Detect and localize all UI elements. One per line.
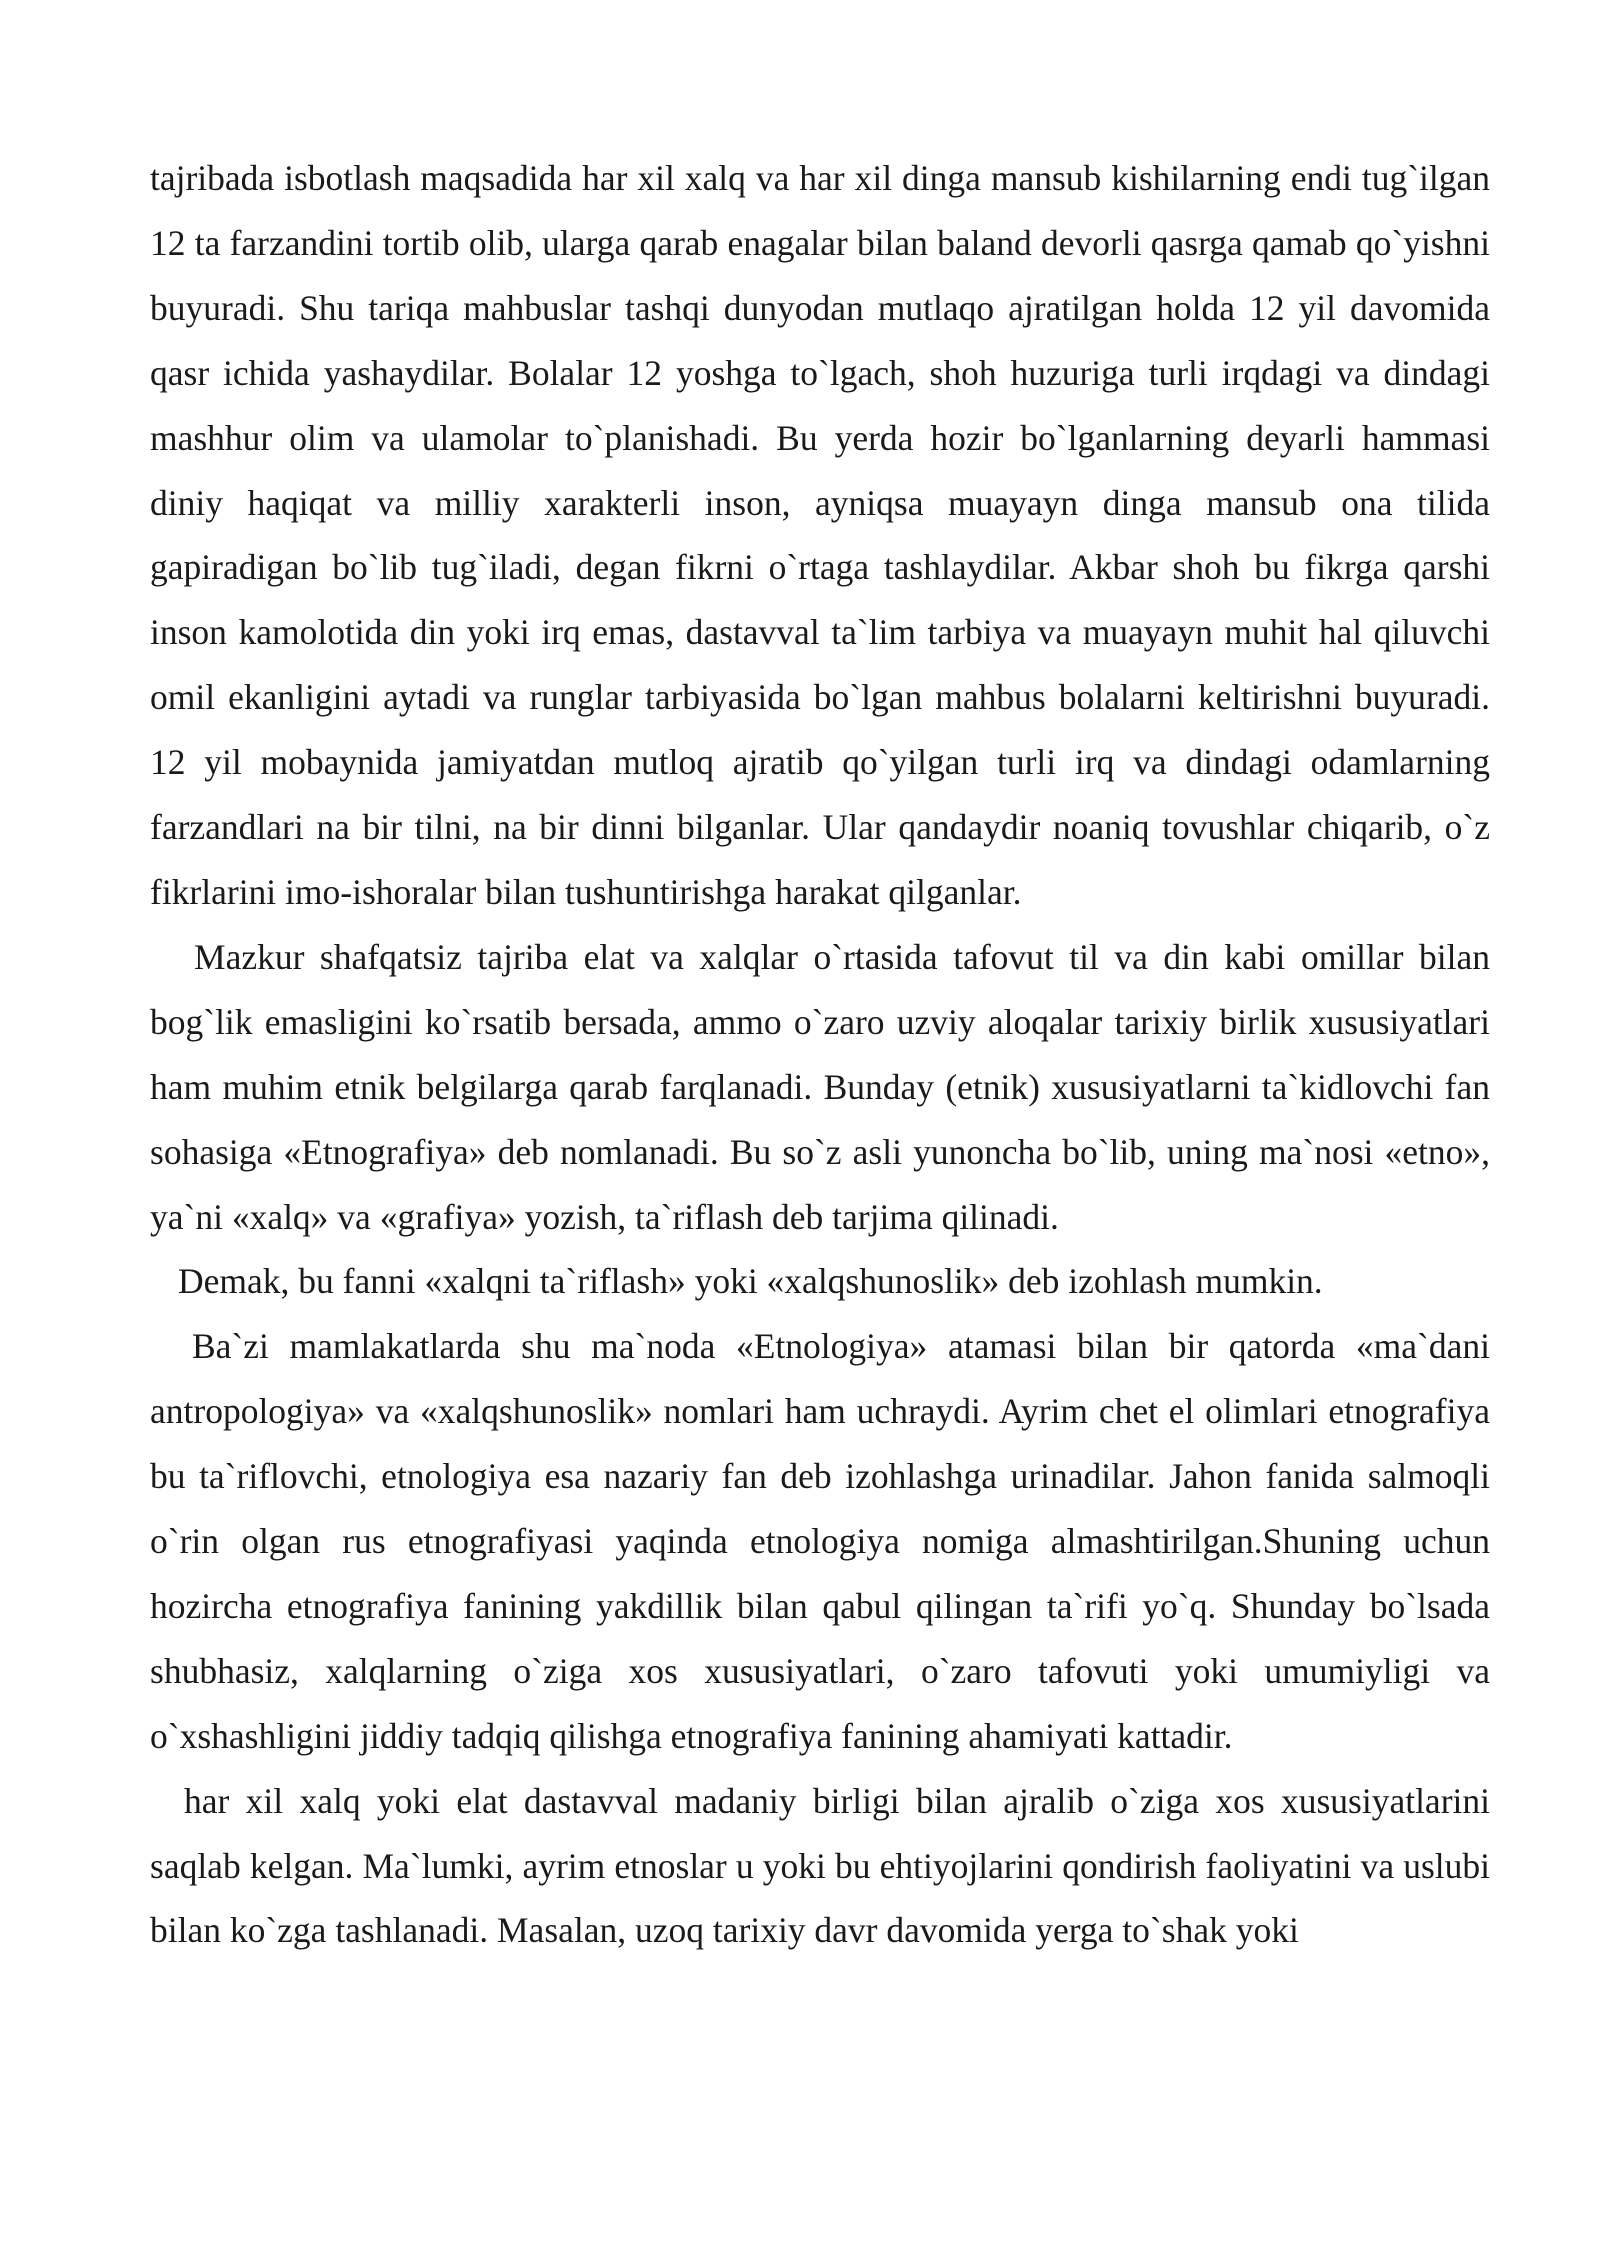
- document-body: [150, 146, 1490, 1963]
- paragraph-akbar-experiment: tajribada isbotlash maqsadida har xil xalq va har xil dinga mansub kishilarning endi tug`ilgan 12 ta farzandini tortib olib, ularga qarab enagalar bilan baland devorli qasrga qamab qo`yishni buyuradi. Shu tariqa mahbuslar tashqi dunyodan mutlaqo ajratilgan holda 12 yil davomida qasr ichida yashaydilar. Bolalar 12 yoshga to`lgach, shoh huzuriga turli irqdagi va dindagi mashhur olim va ulamolar to`planishadi. Bu yerda hozir bo`lganlarning deyarli hammasi diniy haqiqat va milliy xarakterli inson, ayniqsa muayayn dinga mansub ona tilida gapiradigan bo`lib tug`iladi, degan fikrni o`rtaga tashlaydilar. Akbar shoh bu fikrga qarshi inson kamolotida din yoki irq emas, dastavval ta`lim tarbiya va muayayn muhit hal qiluvchi omil ekanligini aytadi va runglar tarbiyasida bo`lgan mahbus bolalarni keltirishni buyuradi. 12 yil mobaynida jamiyatdan mutloq ajratib qo`yilgan turli irq va dindagi odamlarning farzandlari na bir tilni, na bir dinni bilganlar. Ular qandaydir noaniq tovushlar chiqarib, o`z fikrlarini imo-ishoralar bilan tushuntirishga harakat qilganlar.: [150, 158, 1490, 912]
- paragraph-etnologiya: Ba`zi mamlakatlarda shu ma`noda «Etnologiya» atamasi bilan bir qatorda «ma`dani antropologiya» va «xalqshunoslik» nomlari ham uchraydi. Ayrim chet el olimlari etnografiya bu ta`riflovchi, etnologiya esa nazariy fan deb izohlashga urinadilar. Jahon fanida salmoqli o`rin olgan rus etnografiyasi yaqinda etnologiya nomiga almashtirilgan.Shuning uchun hozircha etnografiya fanining yakdillik bilan qabul qilingan ta`rifi yo`q. Shunday bo`lsada shubhasiz, xalqlarning o`ziga xos xususiyatlari, o`zaro tafovuti yoki umumiyligi va o`xshashligini jiddiy tadqiq qilishga etnografiya fanining ahamiyati kattadir.: [150, 1326, 1490, 1756]
- paragraph-xalqshunoslik: Demak, bu fanni «xalqni ta`riflash» yoki «xalqshunoslik» deb izohlash mumkin.: [178, 1261, 1323, 1302]
- paragraph-etnografiya-definition: Mazkur shafqatsiz tajriba elat va xalqlar o`rtasida tafovut til va din kabi omillar bilan bog`lik emasligini ko`rsatib bersada, ammo o`zaro uzviy aloqalar tarixiy birlik xususiyatlari ham muhim etnik belgilarga qarab farqlanadi. Bunday (etnik) xususiyatlarni ta`kidlovchi fan sohasiga «Etnografiya» deb nomlanadi. Bu so`z asli yunoncha bo`lib, uning ma`nosi «etno», ya`ni «xalq» va «grafiya» yozish, ta`riflash deb tarjima qilinadi.: [150, 936, 1490, 1237]
- paragraph-madaniy-birlik: har xil xalq yoki elat dastavval madaniy birligi bilan ajralib o`ziga xos xususiyatlarini saqlab kelgan. Ma`lumki, ayrim etnoslar u yoki bu ehtiyojlarini qondirish faoliyatini va uslubi bilan ko`zga tashlanadi. Masalan, uzoq tarixiy davr davomida yerga to`shak yoki: [150, 1780, 1490, 1951]
